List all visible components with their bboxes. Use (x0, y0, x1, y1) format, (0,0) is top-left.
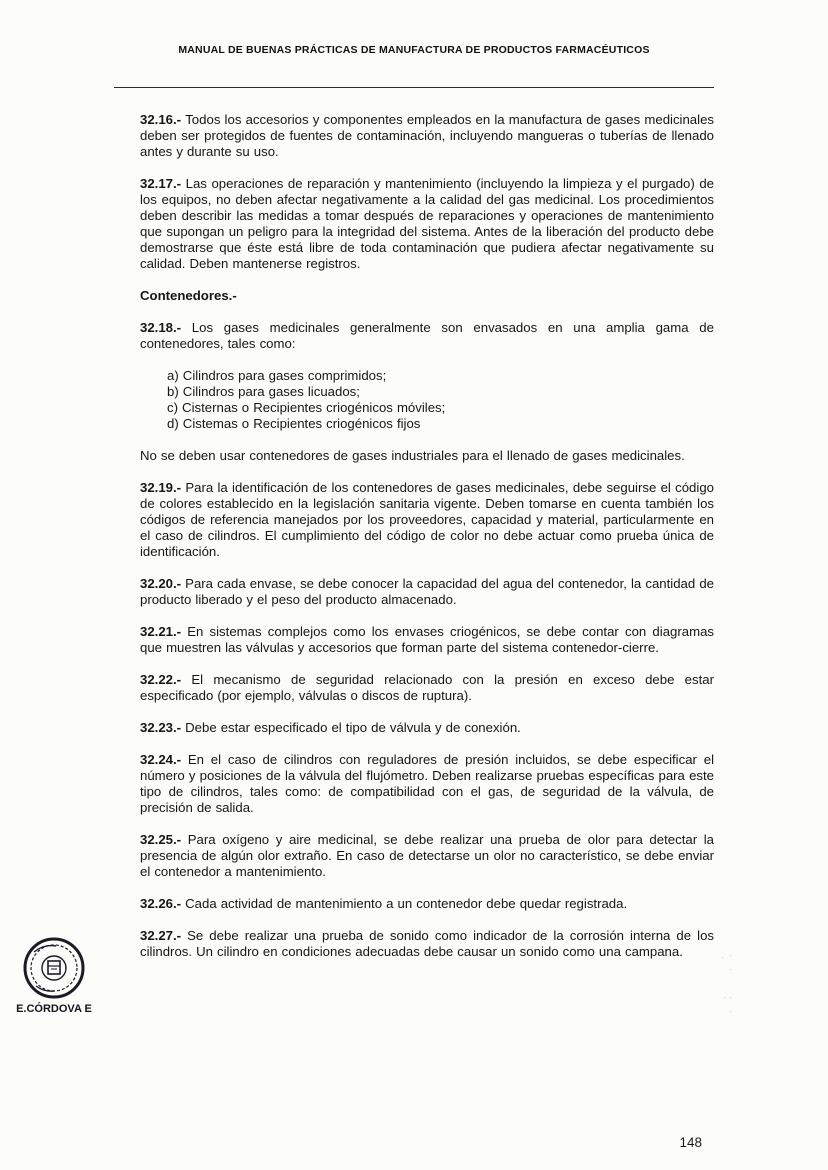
list-block (167, 368, 714, 432)
stamp (10, 936, 98, 1015)
paragraph: 32.18.- Los gases medicinales generalmente son envasados en una amplia gama de contenedores, tales como: (140, 320, 714, 351)
scan-artifacts: . · · · · · (721, 950, 732, 1016)
paragraph-number: 32.18.- (140, 320, 192, 335)
section-heading: Contenedores.- (140, 288, 237, 303)
paragraph: 32.17.- Las operaciones de reparación y mantenimiento (incluyendo la limpieza y el purgado) de los equipos, no deben afectar negativamente a la calidad del gas medicinal. Los procedimientos deben describir las medidas a tomar después de reparaciones y operaciones de mantenimiento que supongan un peligro para la integridad del sistema. Antes de la liberación del producto debe demostrarse que éste está libre de toda contaminación que pudiera afectar negativamente su calidad. Deben mantenerse registros. (140, 176, 714, 271)
paragraph: No se deben usar contenedores de gases industriales para el llenado de gases medicinales. (140, 448, 685, 463)
paragraph-number: 32.16.- (140, 112, 186, 127)
paragraph-number: 32.21.- (140, 624, 188, 639)
list-item: c) Cisternas o Recipientes criogénicos móviles; (167, 400, 446, 415)
paragraph: 32.22.- El mecanismo de seguridad relacionado con la presión en exceso debe estar especificado (por ejemplo, válvulas o discos de ruptura). (140, 672, 715, 703)
paragraph-number: 32.17.- (140, 176, 186, 191)
paragraph: 32.25.- Para oxígeno y aire medicinal, se debe realizar una prueba de olor para detectar la presencia de algún olor extraño. En caso de detectarse un olor no característico, se debe enviar el contenedor a mantenimiento. (140, 832, 714, 879)
paragraph-number: 32.25.- (140, 832, 188, 847)
paragraph-number: 32.22.- (140, 672, 192, 687)
paragraph: 32.23.- Debe estar especificado el tipo de válvula y de conexión. (140, 720, 521, 735)
paragraph-number: 32.24.- (140, 752, 188, 767)
list-item: d) Cistemas o Recipientes criogénicos fijos (167, 416, 421, 431)
page-number: 148 (679, 1135, 702, 1150)
document-body (140, 112, 714, 976)
paragraph: 32.16.- Todos los accesorios y componentes empleados en la manufactura de gases medicinales deben ser protegidos de fuentes de contaminación, incluyendo mangueras o tuberías de llenado antes y durante su uso. (140, 112, 715, 159)
paragraph: 32.27.- Se debe realizar una prueba de sonido como indicador de la corrosión interna de los cilindros. Un cilindro en condiciones adecuadas debe causar un sonido como una campana. (140, 928, 715, 959)
paragraph: 32.24.- En el caso de cilindros con reguladores de presión incluidos, se debe especificar el número y posiciones de la válvula del flujómetro. Deben realizarse pruebas específicas para este tipo de cilindros, tales como: de compatibilidad con el gas, de seguridad de la válvula, de precisión de salida. (140, 752, 714, 815)
paragraph-number: 32.19.- (140, 480, 186, 495)
paragraph-number: 32.26.- (140, 896, 186, 911)
circular-seal-icon (18, 936, 90, 1002)
header-divider (114, 87, 714, 88)
page-header-title: MANUAL DE BUENAS PRÁCTICAS DE MANUFACTURA DE PRODUCTOS FARMACÉUTICOS (178, 44, 650, 56)
stamp-name: E.CÓRDOVA E (16, 1003, 92, 1015)
list-item: b) Cilindros para gases licuados; (167, 384, 360, 399)
paragraph: 32.21.- En sistemas complejos como los envases criogénicos, se debe contar con diagramas que muestren las válvulas y accesorios que forman parte del sistema contenedor-cierre. (140, 624, 714, 655)
list-item: a) Cilindros para gases comprimidos; (167, 368, 387, 383)
paragraph: 32.20.- Para cada envase, se debe conocer la capacidad del agua del contenedor, la cantidad de producto liberado y el peso del producto almacenado. (140, 576, 714, 607)
paragraph-number: 32.20.- (140, 576, 186, 591)
paragraph: 32.19.- Para la identificación de los contenedores de gases medicinales, debe seguirse el código de colores establecido en la legislación sanitaria vigente. Deben tomarse en cuenta también los códigos de referencia manejados por los proveedores, capacidad y material, particularmente en el caso de cilindros. El cumplimiento del código de color no debe actuar como prueba única de identificación. (140, 480, 714, 559)
paragraph-number: 32.27.- (140, 928, 188, 943)
paragraph: 32.26.- Cada actividad de mantenimiento a un contenedor debe quedar registrada. (140, 896, 628, 911)
paragraph-number: 32.23.- (140, 720, 186, 735)
